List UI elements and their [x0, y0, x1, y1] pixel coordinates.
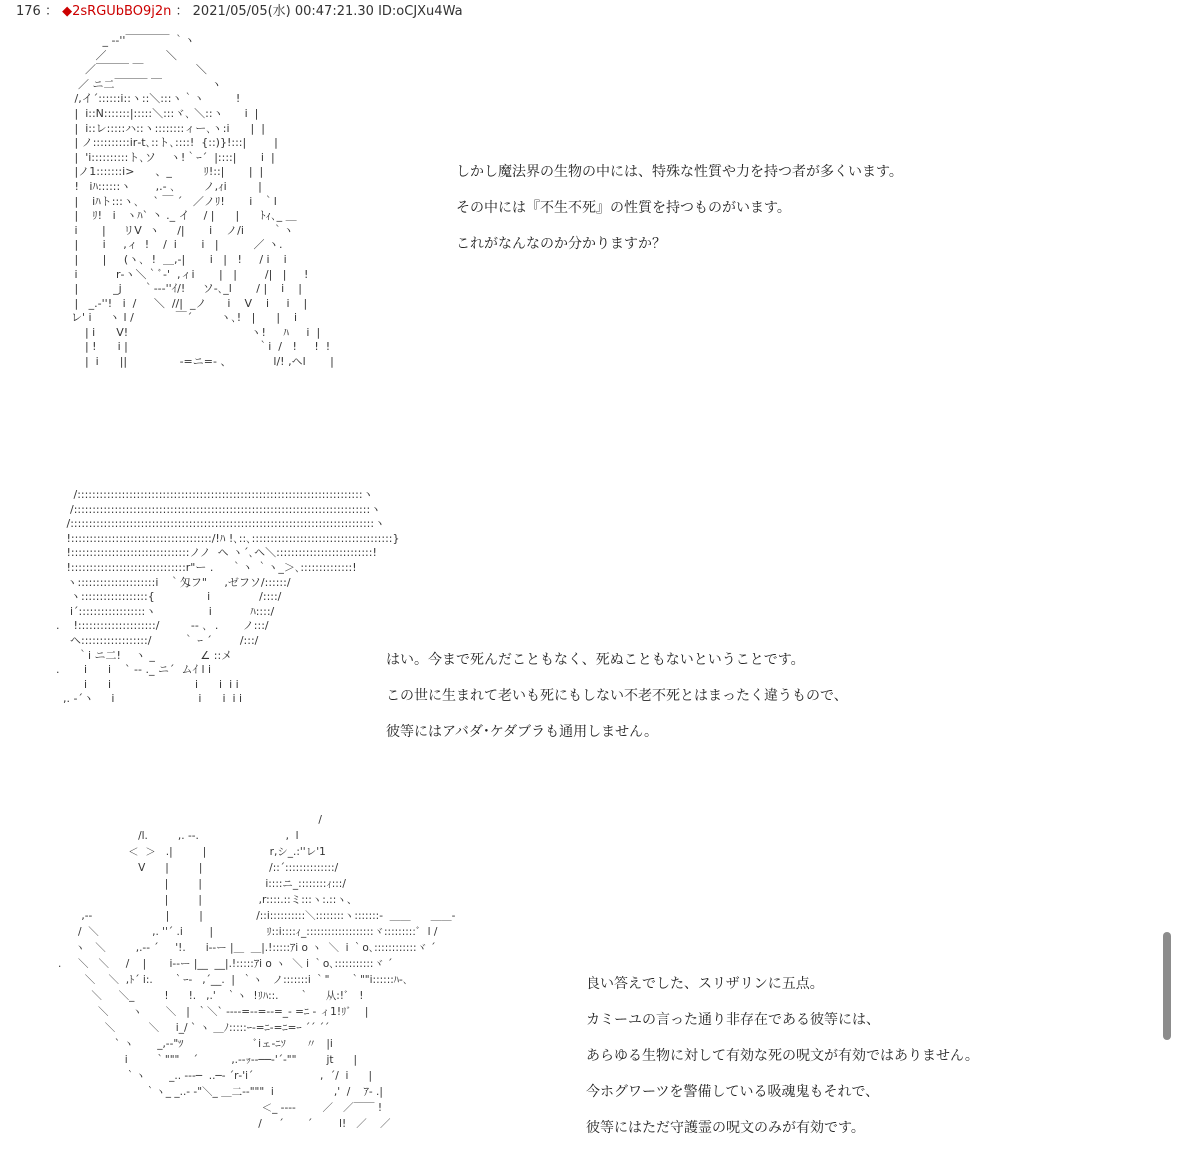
dialog-line: 今ホグワーツを警備している吸魂鬼もそれで、: [586, 1084, 880, 1100]
ascii-art-1: _ -‐''￣￣￣￣ ｀ヽ ／ ＼ ／￣￣￣ ￣ ＼ ／ ニ二￣￣￣ ￣ ヽ /,イ´::::::i::ヽ::＼:::ヽ｀ヽ ! | i::N:::::::|:::::＼:::ヾ､ ＼::ヽ i | | i::レ:::::ハ::ヽ::::::::ィー､ヽ:i | | | ノ::::::::::ir‐t､::ト､::::! {::)}!:::| | | 'i::::::::::ト､ソ ヽ!｀ｰ´ |::::| i | |ノ1:::::::i> 、_ ﾘ!::| | | ! iﾊ::::::ヽ ,.- ､ ノ,ｨi | | iﾊト:::ヽ､ ` ￣ ´ ／ノﾘ! i ｀l | ﾘ! i ヽﾊ` 丶 ._ イ / | | ﾄｨ､_ ＿ i | リV ヽ /| i ノ/i ｀ヽ | i ,ィ ! / i i | ／ ヽ. | | (ヽ､ ! ＿,-| i | ! / i i i r‐ヽ＼｀ﾞ‐' ,ィi | | /| | ! | _j ｀‐-‐''ｲ/! ソ-､_l / | i | | _.‐''! i / ＼ //| _ノ i V i i | レ' i ヽ l / ￣´ ヽ､! | | i | i V! ヽ! ﾊ i | | ! i | ｀i / ! ! ! | i || ‐=ニ=- 、 l/! ,ヘl |: [70, 34, 334, 369]
post-datetime: 2021/05/05(水) 00:47:21.30: [192, 4, 374, 19]
separator: ：: [44, 4, 58, 19]
dialog-line: しかし魔法界の生物の中には、特殊な性質や力を持つ者が多くいます。: [456, 164, 903, 180]
dialog-line: 彼等にはただ守護霊の呪文のみが有効です。: [586, 1120, 865, 1136]
dialog-3: [586, 975, 979, 1137]
vertical-scrollbar-thumb[interactable]: [1163, 932, 1171, 1040]
dialog-line: 彼等にはアバダ･ケダブラも通用しません。: [386, 724, 659, 740]
post-number: 176: [16, 4, 41, 19]
dialog-line: あらゆる生物に対して有効な死の呪文が有効ではありません。: [586, 1048, 979, 1064]
dialog-line: 良い答えでした、スリザリンに五点。: [586, 976, 824, 992]
dialog-1: [456, 163, 903, 253]
dialog-line: はい。今まで死んだこともなく、死ぬこともないということです。: [386, 652, 805, 668]
ascii-art-2: /:::::::::::::::::::::::::::::::::::::::::::::::::::::::::::::::::::::::::::::ヽ /::::::::::::::::::::::::::::::::::::::::::::::::::::::::::::::::::::::::::::::::ヽ /::::::::::::::::::::::::::::::::::::::::::::::::::::::::::::::::::::::::::::::::::ヽ !::::::::::::::::::::::::::::::::::::::/!ﾊ !､::､::::::::::::::::::::::::::::::::::::::} !::::::::::::::::::::::::::::::::ノノ ヘ ヽ´､ヘ＼::::::::::::::::::::::::::! !:::::::::::::::::::::::::::::::r"ー . ｀ヽ ｀ヽ_＞､::::::::::::::! ヽ:::::::::::::::::::::i ｀匁フ" ,ゼフソ/::::::/ ヽ::::::::::::::::::{ i /::::/ i´::::::::::::::::::ヽ i ﾊ::::/ . !:::::::::::::::::::::/ -‐ ､ . ノ:::/ ヘ::::::::::::::::::/ ｀ ｰ ´ /:::/ ｀i ニ二! ヽ _ ∠ ::メ . i i ` ‐- ._ ニ´ ムｲ l i i i i i i i ,. -´ヽ i i i i i: [56, 488, 400, 706]
trip-name[interactable]: 2sRGUbBO9j2n: [72, 4, 172, 19]
dialog-line: この世に生まれて老いも死にもしない不老不死とはまったく違うもので、: [386, 688, 848, 704]
separator: ：: [175, 4, 189, 19]
dialog-line: その中には『不生不死』の性質を持つものがいます。: [456, 200, 791, 216]
trip-diamond-icon: ◆: [62, 4, 73, 19]
post-id[interactable]: ID:oCJXu4Wa: [378, 4, 463, 19]
post-header: [16, 3, 463, 21]
ascii-art-3: / /l. ,. ‐‐. , l ＜ ＞ .| | r,シ_.:''レ'1 V | | /::´::::::::::::::/ | | i::::ニ_::::::::ｨ:::/ | | ,r::::.::ミ:::ヽ:.::ヽ、 ,-‐ | | /::i::::::::::＼::::::::ヽ:::::::- ＿＿ ＿＿- / ＼ ,. ''´ .i | ﾘ::i::::ｨ_:::::::::::::::::::ヾ:::::::::ﾞ l / ヽ ＼ ,.‐‐ ´ '!. i‐‐ー |＿ ＿|.!:::::ｱi o ヽ ＼ i ｀o､::::::::::::ヾ ´ . ＼ ＼ / | i‐‐ー |__ __|.!:::::ｱi o ヽ ＼ i ｀o､:::::::::::ヾ ´ ＼ ＼ ,ﾄ´ i:. ｀ｰ‐ ,´__. | ｀ヽ ノ:::::::i ｀" ｀""i::::::ﾊ-､ ＼ ＼_ ! !. ,.' ｀ヽ !ﾘﾊ::. ｀ 从:!ﾞ ! ＼ ヽ ＼ | ｀＼` ‐-‐‐=‐‐=‐‐=_- =ﾆ - ィ1!ﾘﾞ | ＼ ＼ i_/ ` ヽ ＿ﾉ:::::ｰ‐=ﾆ-=ﾆ=ｰ ´´ ´´ ` ヽ _,-‐"ﾂ ﾞiェ-ﾆｿ 〃 |i i ｀""" ´ ,.-‐ｯ‐‐──‐'´‐"" jt | ｀ヽ _.. -‐-─ ..─‐ ´r‐'i´ , ´/ i | ｀ヽ_ _..- ‐"＼_ ＿二-‐""" i ,' / ｱ‐ .| ＜_ -‐-‐ ／ ／￣￣ ! / ´ ´ l! ／ ／: [58, 814, 456, 1130]
dialog-line: これがなんなのか分かりますか？: [456, 236, 666, 252]
dialog-2: [386, 651, 848, 741]
dialog-line: カミーユの言った通り非存在である彼等には、: [586, 1012, 880, 1028]
